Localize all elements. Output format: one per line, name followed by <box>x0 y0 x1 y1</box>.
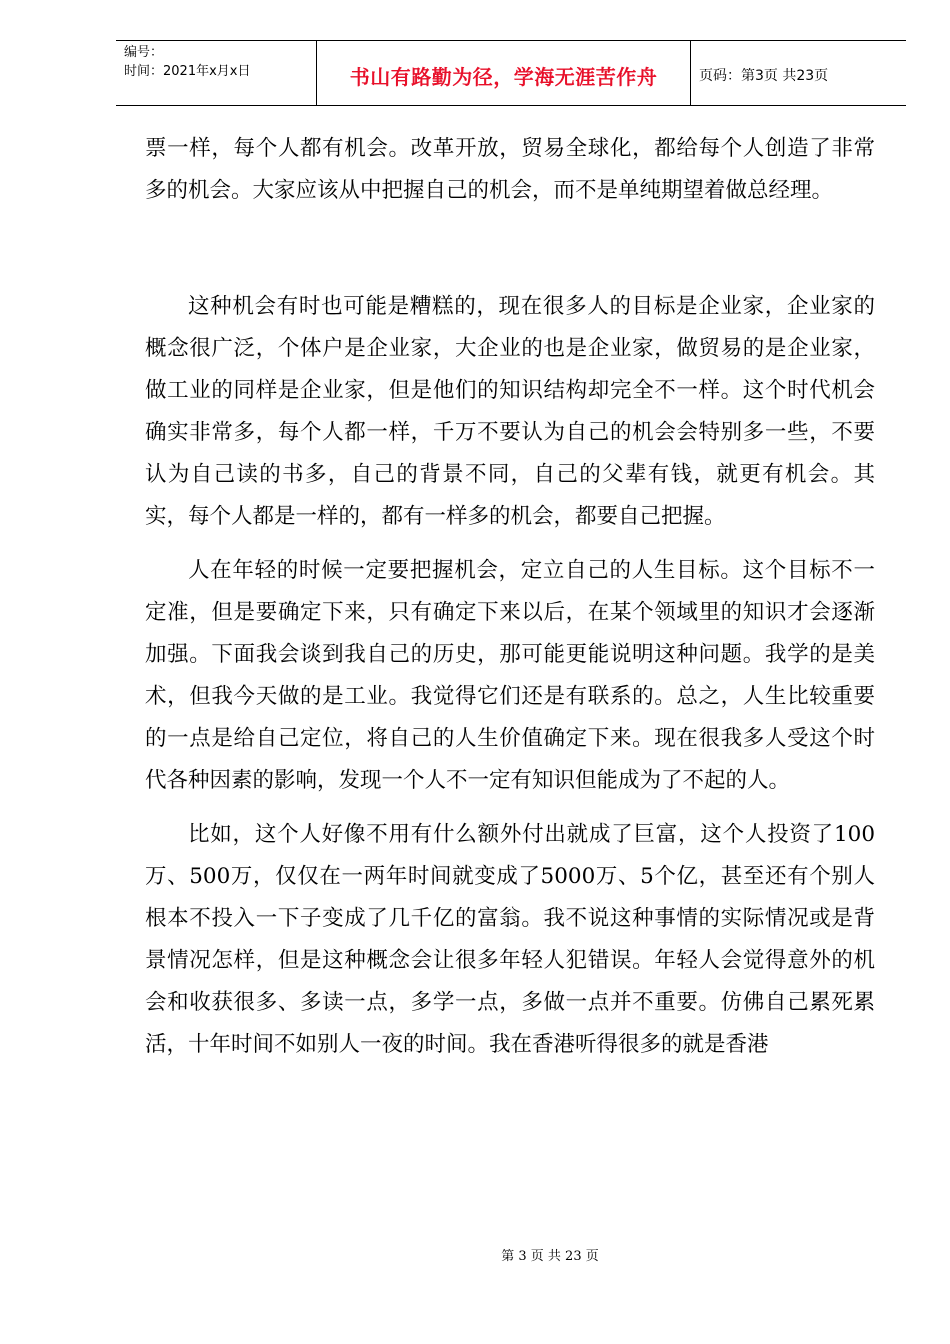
paragraph-2: 这种机会有时也可能是糟糕的，现在很多人的目标是企业家，企业家的概念很广泛，个体户是企业家，大企业的也是企业家，做贸易的是企业家，做工业的同样是企业家，但是他们的知识结构却完全不一样。这个时代机会确实非常多，每个人都一样，千万不要认为自己的机会会特别多一些，不要认为自己读的书多，自己的背景不同，自己的父辈有钱，就更有机会。其实，每个人都是一样的，都有一样多的机会，都要自己把握。 <box>145 294 875 529</box>
paragraph-spacer <box>145 802 875 814</box>
document-code-label: 编号： <box>124 45 164 60</box>
paragraph-spacer <box>145 212 875 286</box>
header-page-number: 页码：第3页 共23页 <box>699 68 829 84</box>
paragraph-spacer <box>145 538 875 550</box>
paragraph-1: 票一样，每个人都有机会。改革开放，贸易全球化，都给每个人创造了非常多的机会。大家应该从中把握自己的机会，而不是单纯期望着做总经理。 <box>145 136 875 203</box>
page-header <box>116 40 906 106</box>
document-time-label: 时间：2021年x月x日 <box>124 64 251 79</box>
paragraph-4: 比如，这个人好像不用有什么额外付出就成了巨富，这个人投资了100万、500万，仅仅在一两年时间就变成了5000万、5个亿，甚至还有个别人根本不投入一下子变成了几千亿的富翁。我不说这种事情的实际情况或是背景情况怎样，但是这种概念会让很多年轻人犯错误。年轻人会觉得意外的机会和收获很多、多读一点，多学一点，多做一点并不重要。仿佛自己累死累活，十年时间不如别人一夜的时间。我在香港听得很多的就是香港 <box>145 822 875 1057</box>
document-body <box>145 128 875 1066</box>
paragraph-3: 人在年轻的时候一定要把握机会，定立自己的人生目标。这个目标不一定准，但是要确定下来，只有确定下来以后，在某个领域里的知识才会逐渐加强。下面我会谈到我自己的历史，那可能更能说明这种问题。我学的是美术，但我今天做的是工业。我觉得它们还是有联系的。总之，人生比较重要的一点是给自己定位，将自己的人生价值确定下来。现在很我多人受这个时代各种因素的影响，发现一个人不一定有知识但能成为了不起的人。 <box>145 558 875 793</box>
header-meta <box>116 41 316 105</box>
page-footer: 第 3 页 共 23 页 <box>501 1249 599 1264</box>
header-motto: 书山有路勤为径，学海无涯苦作舟 <box>316 41 691 105</box>
